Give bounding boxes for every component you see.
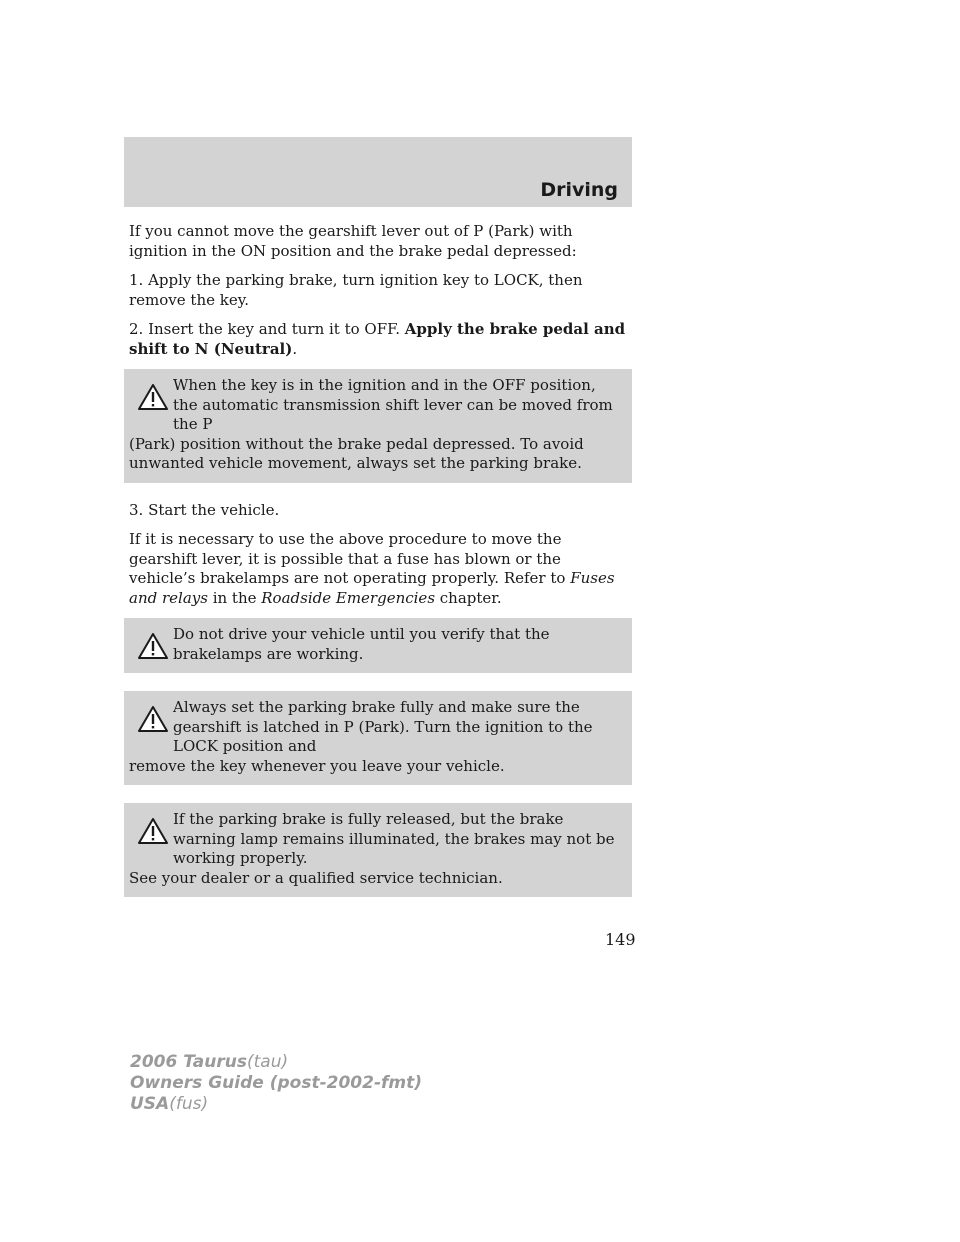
fuses-and-relays-ref: Fuses and relays (129, 569, 615, 607)
fuse-paragraph (129, 530, 627, 608)
step-2 (129, 320, 627, 359)
document-footer (130, 1052, 422, 1115)
footer-line-2 (130, 1073, 422, 1094)
intro-paragraph: If you cannot move the gearshift lever out of P (Park) with ignition in the ON position and the brake pedal depressed: (129, 222, 577, 260)
footer-line-1 (130, 1052, 422, 1073)
warning-box-3 (124, 691, 632, 785)
footer-market-code: (fus) (169, 1094, 209, 1114)
footer-model-code: (tau) (247, 1052, 289, 1072)
warning-box-2 (124, 618, 632, 673)
page-number: 149 (605, 930, 636, 949)
warning-3-lead: Always set the parking brake fully and make sure the gearshift is latched in P (Park). Turn the ignition to the LOCK position and (173, 698, 593, 755)
footer-guide: Owners Guide (post-2002-fmt) (130, 1073, 423, 1093)
warning-4-lead: If the parking brake is fully released, but the brake warning lamp remains illuminated, the brakes may not be working properly. (173, 810, 615, 867)
page-content (129, 222, 627, 915)
footer-market: USA (130, 1094, 170, 1114)
step-2-bold: Apply the brake pedal and shift to N (Neutral) (129, 320, 626, 358)
fuse-paragraph-end: chapter. (435, 588, 502, 607)
fuse-paragraph-text: If it is necessary to use the above procedure to move the gearshift lever, it is possible that a fuse has blown or the vehicle’s brakelamps are not operating properly. Refer to (129, 530, 571, 587)
section-header-band (124, 137, 632, 207)
step-1: 1. Apply the parking brake, turn ignition key to LOCK, then remove the key. (129, 271, 583, 309)
warning-triangle-icon (137, 705, 169, 733)
step-2-text: 2. Insert the key and turn it to OFF. (129, 320, 405, 338)
footer-line-3 (130, 1094, 422, 1115)
section-title: Driving (540, 179, 618, 201)
footer-model: 2006 Taurus (130, 1052, 247, 1072)
warning-4-rest: See your dealer or a qualified service technician. (129, 868, 503, 887)
step-2-end: . (292, 339, 298, 358)
warning-1-rest: (Park) position without the brake pedal depressed. To avoid unwanted vehicle movement, always set the parking brake. (129, 434, 584, 472)
warning-1-lead: When the key is in the ignition and in the OFF position, the automatic transmission shift lever can be moved from the P (173, 376, 613, 433)
warning-triangle-icon (137, 632, 169, 660)
warning-box-4 (124, 803, 632, 897)
roadside-emergencies-ref: Roadside Emergencies (261, 588, 436, 607)
warning-triangle-icon (137, 383, 169, 411)
warning-2-lead: Do not drive your vehicle until you verify that the brakelamps are working. (173, 625, 550, 663)
warning-triangle-icon (137, 817, 169, 845)
fuse-paragraph-mid: in the (207, 588, 262, 607)
warning-3-rest: remove the key whenever you leave your vehicle. (129, 756, 505, 775)
step-3: 3. Start the vehicle. (129, 500, 280, 519)
warning-box-1 (124, 369, 632, 483)
